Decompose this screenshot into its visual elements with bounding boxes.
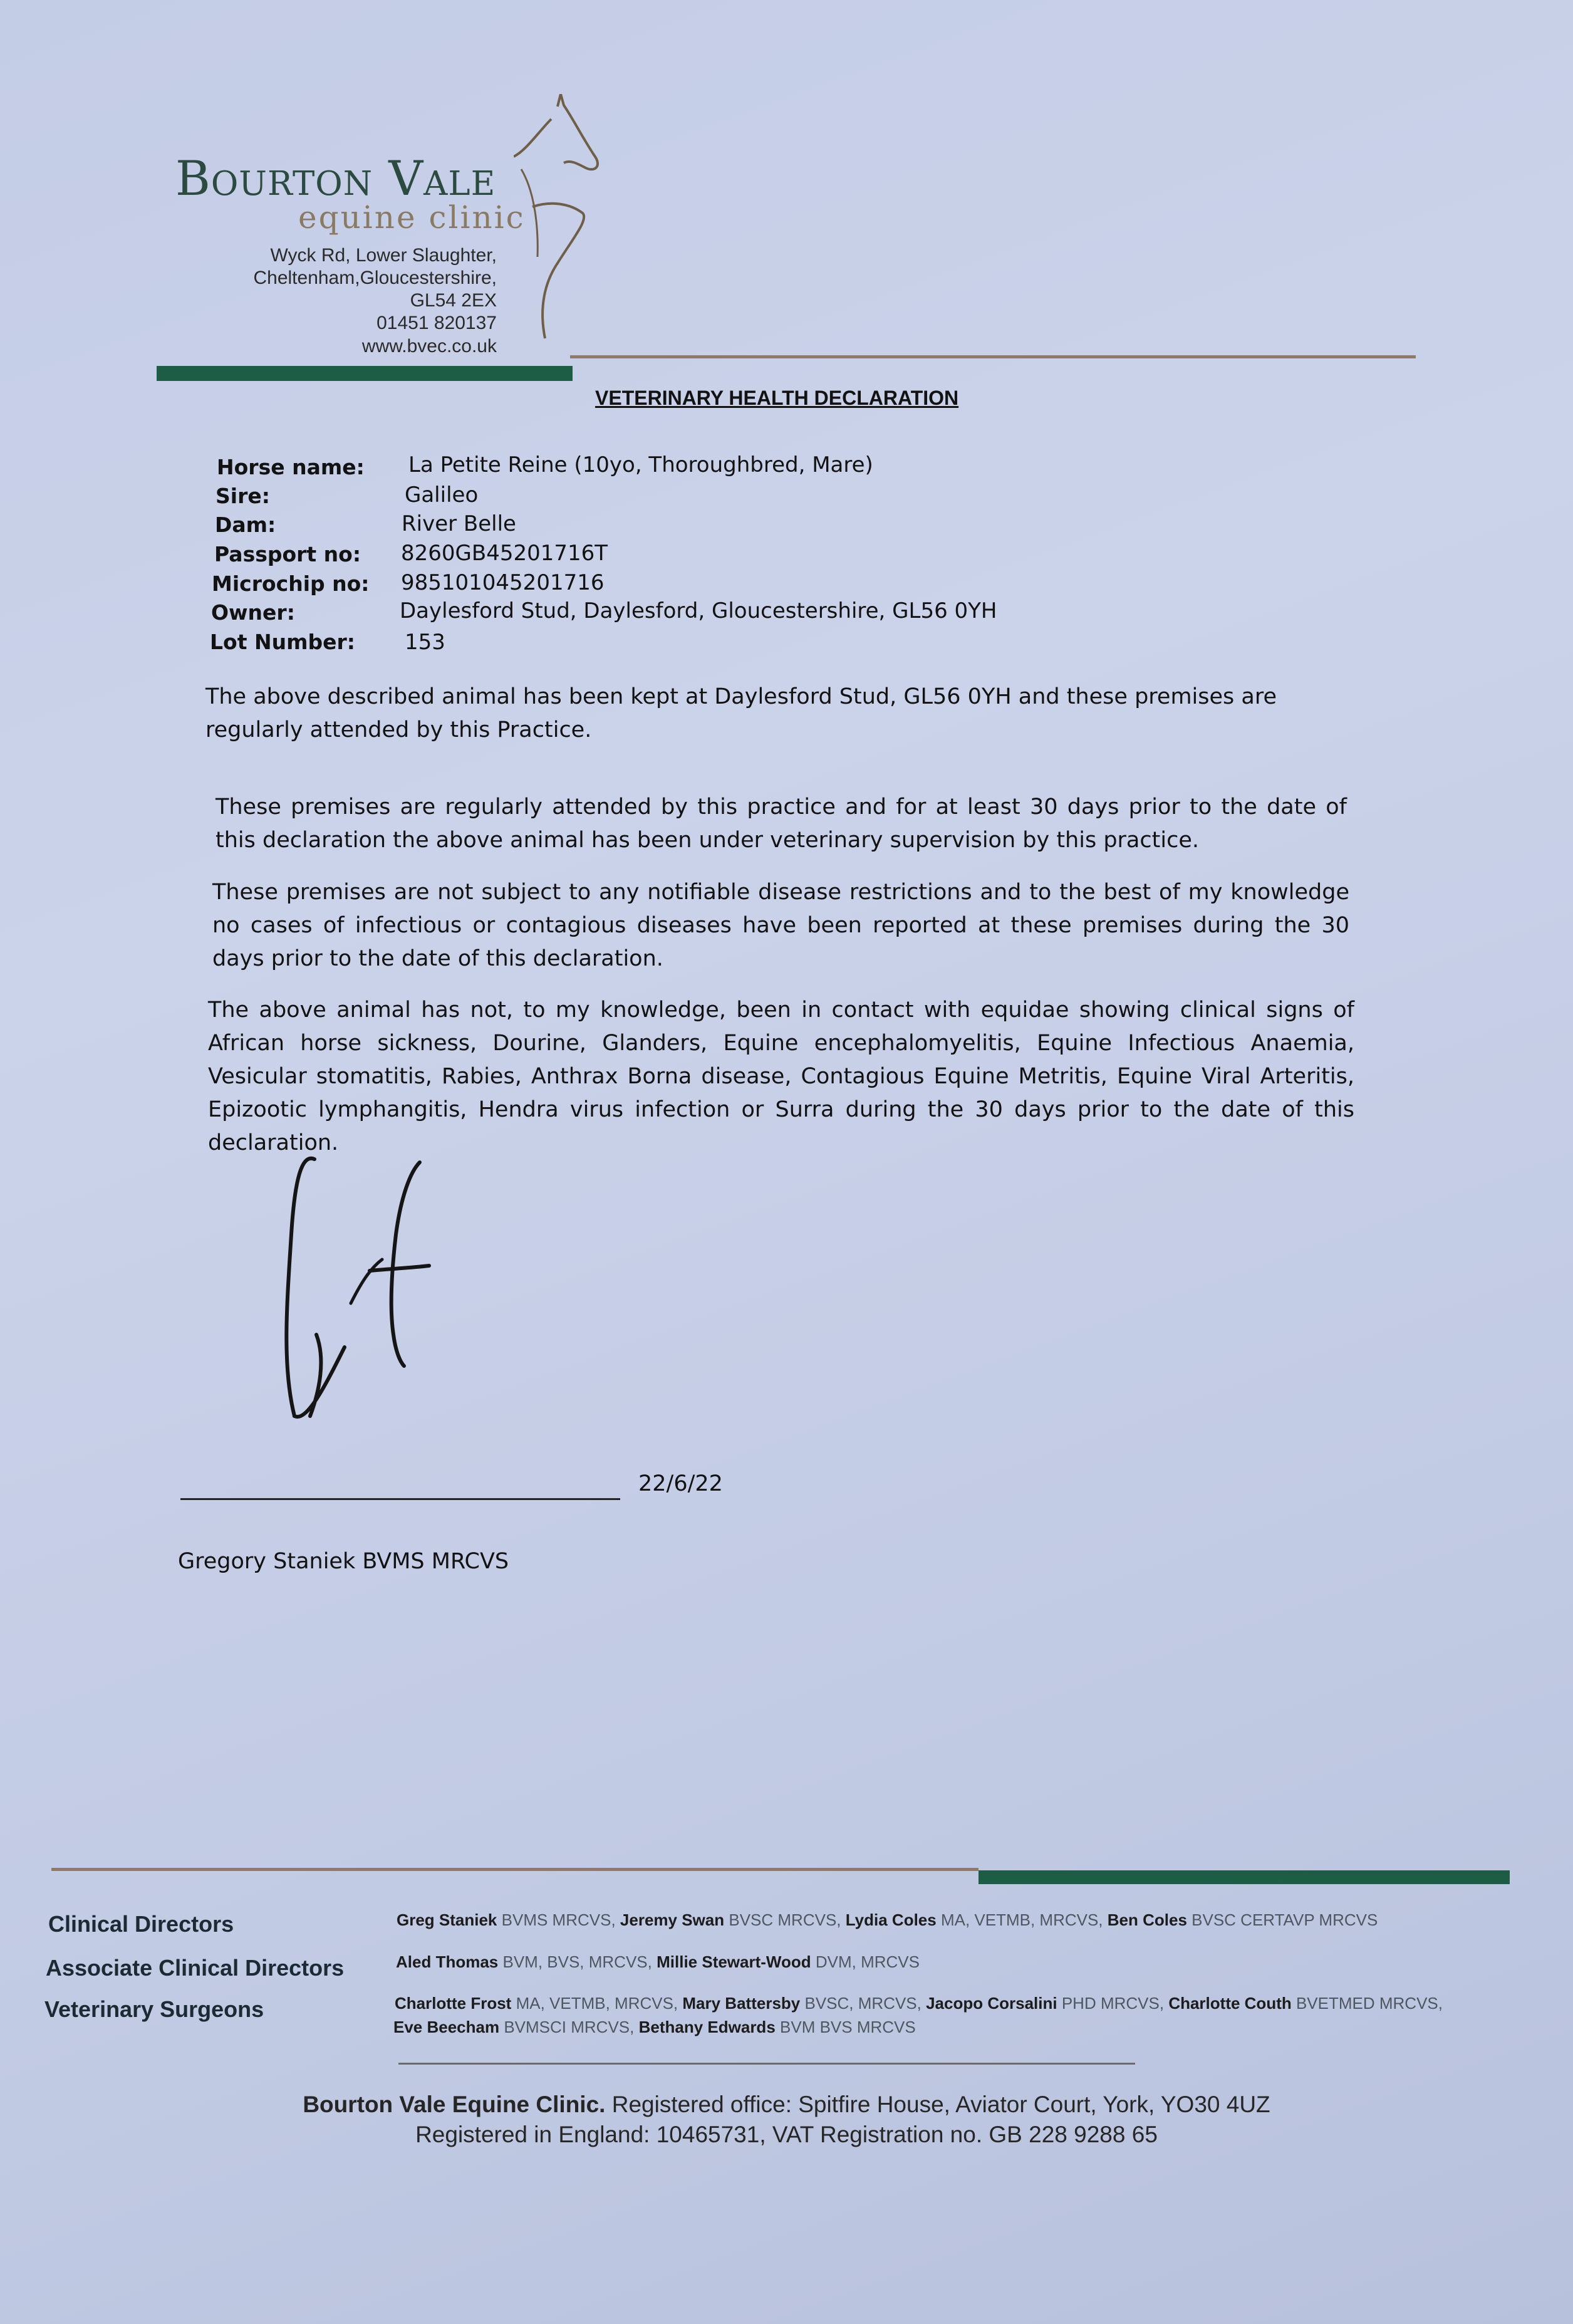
staff-name: Greg Staniek [397,1910,497,1929]
signature-line [180,1498,620,1500]
staff-list-veterinary-surgeons-line2 [393,2015,916,2039]
field-value-owner: Daylesford Stud, Daylesford, Gloucestershire, GL56 0YH [400,598,997,623]
footer-rule [51,1868,979,1871]
role-associate-clinical-directors: Associate Clinical Directors [46,1955,345,1981]
signer-name: Gregory Staniek BVMS MRCVS [178,1549,509,1574]
staff-quals: BVM, BVS, MRCVS, [502,1952,652,1971]
field-value-lot-number: 153 [405,630,445,655]
clinic-logo-name: Bourton Vale [175,150,496,206]
staff-list-clinical-directors [397,1908,1378,1932]
paragraph-supervision: These premises are regularly attended by this practice and for at least 30 days prior to the date of this declaration the above animal has been under veterinary supervision by this practice. [215,795,1347,853]
field-label: Passport no: [214,542,361,566]
field-value-sire: Galileo [405,482,479,508]
staff-quals: BVMSCI MRCVS, [504,2018,635,2036]
staff-name: Jeremy Swan [620,1910,725,1929]
staff-name: Lydia Coles [845,1910,937,1929]
field-label: Microchip no: [212,571,370,596]
field-value-passport: 8260GB45201716T [401,541,608,566]
field-value-horse-name: La Petite Reine (10yo, Thoroughbred, Mare) [408,452,873,477]
signature-date: 22/6/22 [638,1471,723,1496]
staff-quals: DVM, MRCVS [815,1952,920,1971]
staff-name: Aled Thomas [396,1952,499,1971]
staff-name: Charlotte Frost [395,1994,512,2013]
horse-logo-icon [514,94,614,357]
field-label: Dam: [215,513,276,537]
paragraph-no-contact: The above animal has not, to my knowledge, been in contact with equidae showing clinical signs of African horse sickness, Dourine, Glanders, Equine encephalomyelitis, Equine Infectious Anaemia, Vesicular stomatitis, Rabies, Anthrax Borna disease, Contagious Equine Metritis, Equine Viral Arteritis, Epizootic lymphangitis, Hendra virus infection or Surra during the 30 days prior to the date of this declaration. [208,998,1354,1155]
staff-name: Jacopo Corsalini [926,1994,1057,2013]
staff-name: Millie Stewart-Wood [657,1952,811,1971]
staff-quals: BVSC MRCVS, [729,1910,841,1929]
staff-quals: MA, VETMB, MRCVS, [516,1994,678,2013]
staff-name: Mary Battersby [682,1994,801,2013]
staff-name: Eve Beecham [393,2018,500,2036]
staff-quals: BVM BVS MRCVS [780,2018,916,2036]
staff-list-veterinary-surgeons-line1 [395,1991,1443,2015]
header-rule [570,355,1416,358]
address-line-1: Wyck Rd, Lower Slaughter, [270,245,497,266]
field-label: Horse name: [217,455,365,479]
staff-quals: BVMS MRCVS, [501,1910,616,1929]
footer-divider [398,2063,1135,2065]
staff-quals: MA, VETMB, MRCVS, [940,1910,1103,1929]
field-label: Sire: [215,484,270,508]
paragraph-no-restrictions: These premises are not subject to any notifiable disease restrictions and to the best of my knowledge no cases of infectious or contagious diseases have been reported at these premises during the 30 days prior to the date of this declaration. [212,880,1349,971]
header-green-bar [157,366,573,381]
staff-quals: BVSC CERTAVP MRCVS [1191,1910,1378,1929]
registered-office-address: Registered office: Spitfire House, Aviator Court, York, YO30 4UZ [611,2092,1270,2117]
staff-name: Charlotte Couth [1168,1994,1292,2013]
address-line-2: Cheltenham,Gloucestershire, [253,268,497,288]
field-value-microchip: 985101045201716 [401,570,605,595]
role-clinical-directors: Clinical Directors [48,1911,234,1937]
registration-numbers: Registered in England: 10465731, VAT Registration no. GB 228 9288 65 [415,2122,1158,2147]
address-website: www.bvec.co.uk [361,336,497,357]
address-postcode: GL54 2EX [410,290,497,311]
role-veterinary-surgeons: Veterinary Surgeons [44,1996,264,2022]
staff-quals: BVETMED MRCVS, [1295,1994,1443,2013]
address-phone: 01451 820137 [376,313,497,333]
paragraph-intro: The above described animal has been kept at Daylesford Stud, GL56 0YH and these premises are regularly attended by this Practice. [205,684,1277,743]
staff-list-associate-directors [396,1950,920,1974]
footer-green-bar [979,1870,1510,1884]
document-title: VETERINARY HEALTH DECLARATION [595,387,959,409]
handwritten-signature [276,1147,451,1429]
staff-name: Bethany Edwards [638,2018,776,2036]
clinic-logo-subtitle: equine clinic [298,199,526,236]
staff-quals: PHD MRCVS, [1061,1994,1165,2013]
registered-office [0,2092,1573,2118]
field-label: Owner: [211,600,295,625]
registered-company-name: Bourton Vale Equine Clinic. [303,2092,606,2117]
staff-quals: BVSC, MRCVS, [804,1994,921,2013]
staff-name: Ben Coles [1107,1910,1187,1929]
field-label: Lot Number: [210,630,355,654]
field-value-dam: River Belle [402,511,516,536]
